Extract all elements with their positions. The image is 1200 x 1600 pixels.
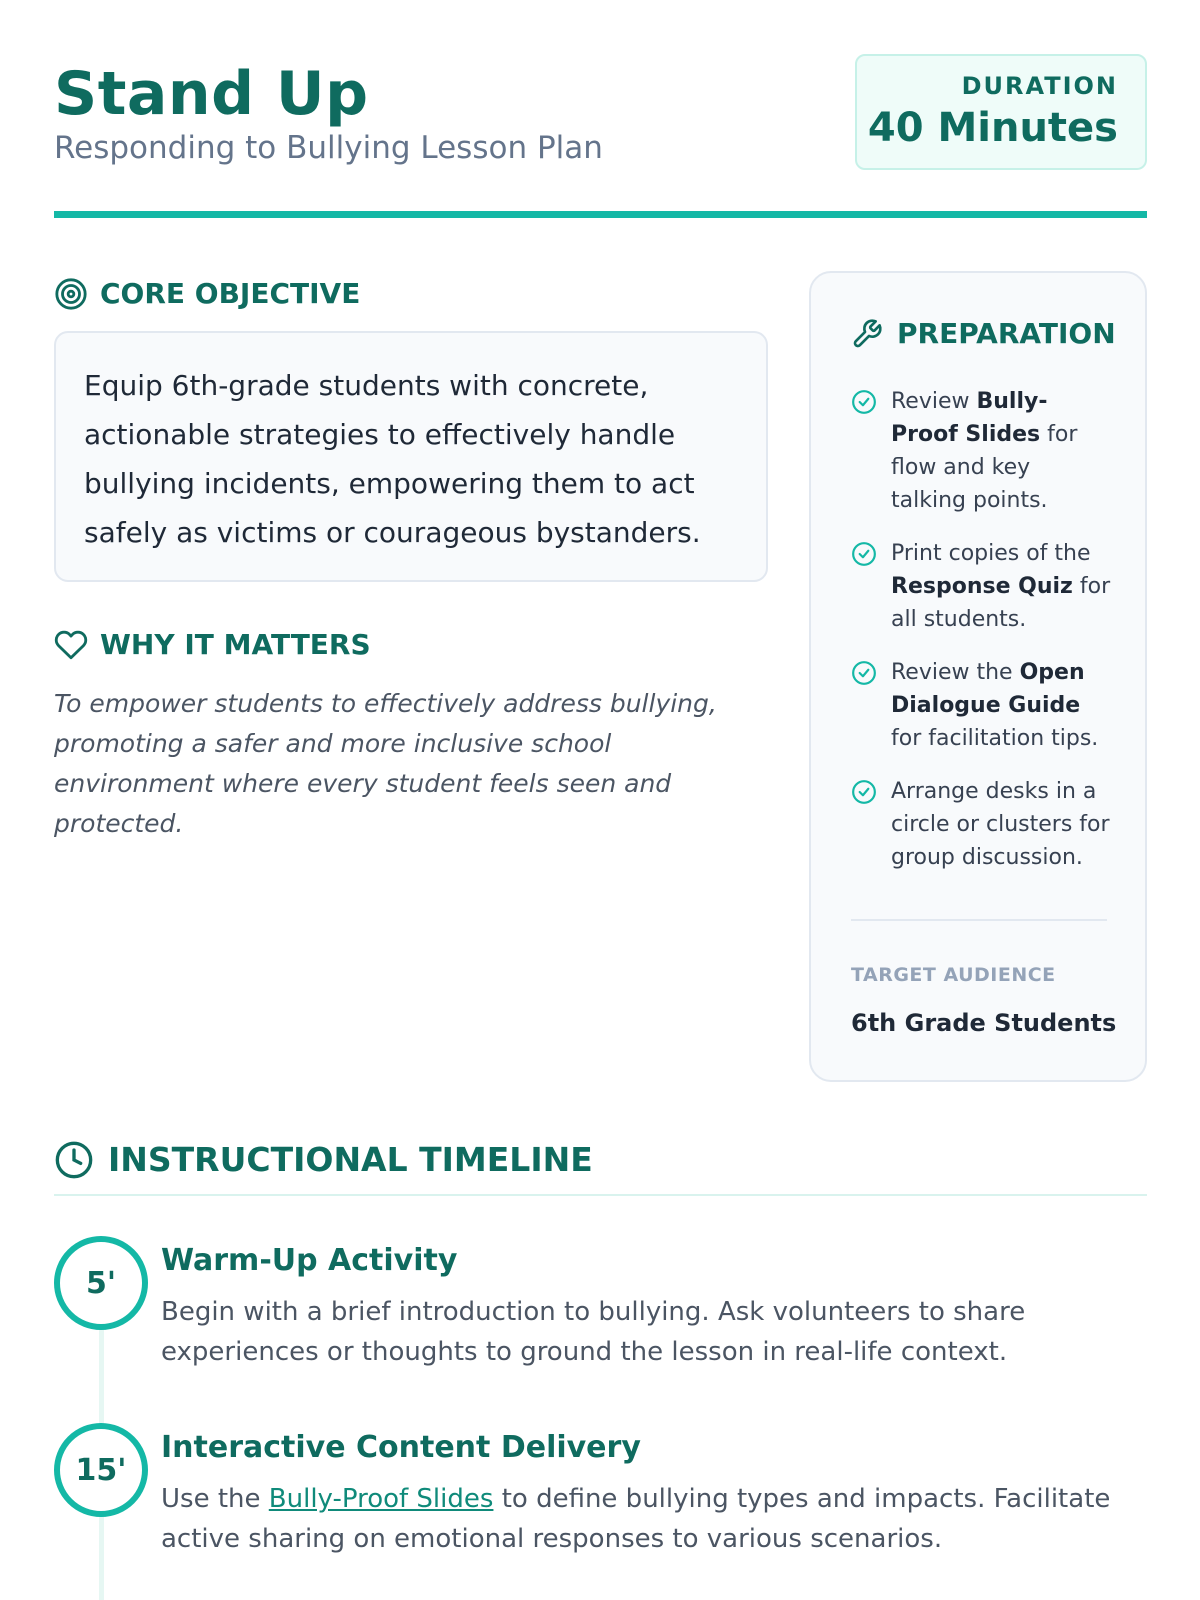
timeline-label: INSTRUCTIONAL TIMELINE (108, 1140, 593, 1179)
step-description: Begin with a brief introduction to bullying. Ask volunteers to share experiences or thoughts to ground the lesson in real-life context. (161, 1297, 1026, 1367)
list-item (851, 775, 1111, 874)
clock-icon (54, 1140, 94, 1180)
check-circle-icon (851, 541, 877, 567)
why-it-matters-text: To empower students to effectively address bullying, promoting a safer and more inclusive school environment where every student feels seen and protected. (54, 689, 717, 838)
preparation-label: PREPARATION (897, 317, 1116, 350)
list-item (851, 385, 1111, 517)
target-audience-label: TARGET AUDIENCE (851, 964, 1056, 986)
page-subtitle: Responding to Bullying Lesson Plan (54, 130, 603, 166)
list-item (851, 656, 1111, 755)
duration-label: DURATION (961, 72, 1118, 100)
step-description: Use the Bully-Proof Slides to define bullying types and impacts. Facilitate active sharing on emotional responses to various scenarios. (161, 1484, 1111, 1554)
wrench-icon (851, 318, 883, 350)
preparation-item-text: Print copies of the Response Quiz for all students. (891, 541, 1111, 632)
target-icon (54, 277, 88, 311)
check-circle-icon (851, 660, 877, 686)
core-objective-text: Equip 6th-grade students with concrete, actionable strategies to effectively handle bullying incidents, empowering them to act safely as victims or courageous bystanders. (84, 369, 701, 549)
bully-proof-slides-link[interactable]: Bully-Proof Slides (268, 1484, 494, 1514)
preparation-card (809, 271, 1147, 1082)
preparation-heading (851, 317, 1116, 351)
page-title: Stand Up (54, 59, 369, 129)
timeline-heading (54, 1140, 593, 1180)
heart-icon (54, 628, 88, 662)
timeline-divider (54, 1194, 1147, 1196)
preparation-item-text: Arrange desks in a circle or clusters for group discussion. (891, 779, 1110, 870)
why-it-matters-label: WHY IT MATTERS (100, 628, 371, 661)
duration-value: 40 Minutes (867, 105, 1118, 151)
step-title: Warm-Up Activity (161, 1243, 458, 1278)
check-circle-icon (851, 389, 877, 415)
preparation-divider (851, 919, 1107, 921)
lesson-plan-page (54, 0, 1147, 1600)
core-objective-card (54, 331, 768, 582)
preparation-item-text: Review the Open Dialogue Guide for facilitation tips. (891, 660, 1099, 751)
preparation-item-text: Review Bully-Proof Slides for flow and key talking points. (891, 389, 1078, 513)
step-title: Interactive Content Delivery (161, 1430, 641, 1465)
header-divider (54, 211, 1147, 218)
header (54, 54, 1147, 214)
preparation-list (851, 385, 1111, 894)
target-audience-value: 6th Grade Students (851, 1009, 1117, 1037)
core-objective-label: CORE OBJECTIVE (100, 277, 361, 310)
core-objective-heading (54, 277, 360, 311)
duration-badge (855, 54, 1147, 170)
check-circle-icon (851, 779, 877, 805)
step-duration-badge: 15' (54, 1423, 148, 1517)
why-it-matters-heading (54, 628, 371, 662)
list-item (851, 537, 1111, 636)
step-duration-badge: 5' (54, 1236, 148, 1330)
